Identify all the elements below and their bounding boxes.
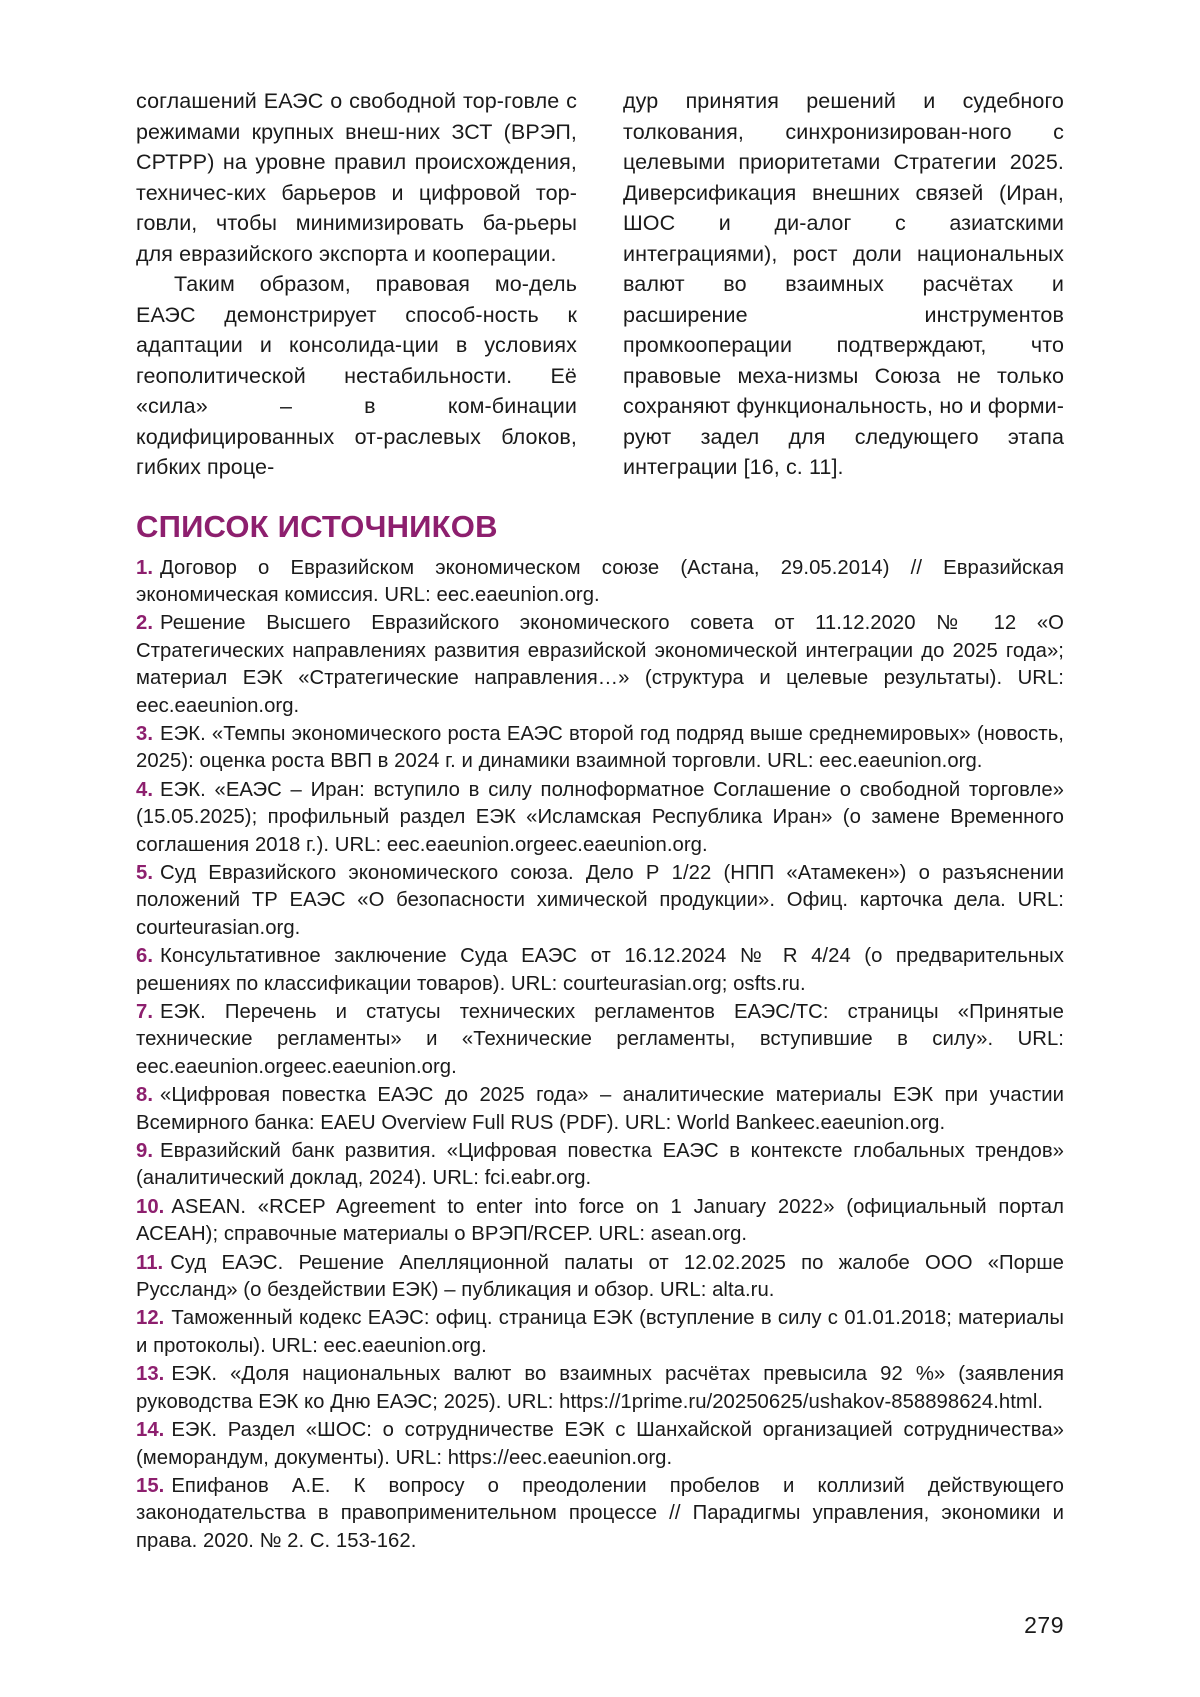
reference-item xyxy=(136,1417,1064,1472)
reference-number: 12. xyxy=(136,1307,165,1330)
reference-number: 15. xyxy=(136,1474,165,1497)
references-heading: СПИСОК ИСТОЧНИКОВ xyxy=(136,508,498,544)
paragraph: Таким образом, правовая мо-дель ЕАЭС демонстрирует способ-ность к адаптации и консолида-ции в условиях геополитической нестабильности. Её «сила» – в ком-бинации кодифицированных от-раслевых блоков, гибких проце- xyxy=(136,272,577,479)
reference-number: 7. xyxy=(136,1001,154,1023)
reference-number: 1. xyxy=(136,556,154,579)
reference-item xyxy=(136,721,1064,776)
reference-number: 6. xyxy=(136,945,154,968)
text-column-right xyxy=(623,86,1064,483)
reference-text: ЕЭК. «ЕАЭС – Иран: вступило в силу полноформатное Соглашение о свободной торговле» (15.05.2025); профильный раздел ЕЭК «Исламская Республика Иран» (о замене Временного соглашения 2018 г.). URL: eec.eaeunion.orgeec.eaeunion.org. xyxy=(136,778,1064,856)
paragraph: соглашений ЕАЭС о свободной тор-говле с режимами крупных внеш-них ЗСТ (ВРЭП, СРТРР) на уровне правил происхождения, техничес-ких барьеров и цифровой тор-говли, чтобы минимизировать ба-рьеры для евразийского экспорта и кооперации. xyxy=(136,89,577,266)
reference-number: 14. xyxy=(136,1419,165,1442)
reference-text: Евразийский банк развития. «Цифровая повестка ЕАЭС в контексте глобальных трендов» (аналитический доклад, 2024). URL: fci.eabr.org. xyxy=(136,1140,1064,1190)
reference-item xyxy=(136,555,1064,610)
reference-number: 3. xyxy=(136,722,154,745)
reference-item xyxy=(136,1250,1064,1305)
reference-text: ЕЭК. «Доля национальных валют во взаимных расчётах превысила 92 %» (заявления руководства ЕЭК ко Дню ЕАЭС; 2025). URL: https://1prime.ru/20250625/ushakov-858898624.html. xyxy=(136,1363,1064,1413)
reference-item xyxy=(136,1194,1064,1249)
reference-item xyxy=(136,1305,1064,1360)
reference-item xyxy=(136,1473,1064,1555)
reference-item xyxy=(136,1361,1064,1416)
reference-text: Консультативное заключение Суда ЕАЭС от 16.12.2024 № R 4/24 (о предварительных решениях по классификации товаров). URL: courteurasian.org; osfts.ru. xyxy=(136,945,1064,995)
text-column-left xyxy=(136,86,577,483)
reference-number: 10. xyxy=(136,1195,165,1218)
two-column-text xyxy=(136,86,1064,483)
reference-number: 13. xyxy=(136,1363,165,1386)
reference-number: 11. xyxy=(136,1251,164,1274)
paragraph: дур принятия решений и судебного толкования, синхронизирован-ного с целевыми приоритетами Стратегии 2025. Диверсификация внешних связей (Иран, ШОС и ди-алог с азиатскими интеграциями), рост доли национальных валют во взаимных расчётах и расширение инструментов промкооперации подтверждают, что правовые меха-низмы Союза не только сохраняют функциональность, но и форми-руют задел для следующего этапа интеграции [16, с. 11]. xyxy=(623,89,1064,479)
reference-text: Решение Высшего Евразийского экономического совета от 11.12.2020 № 12 «О Стратегических направлениях развития евразийской экономической интеграции до 2025 года»; материал ЕЭК «Стратегические направления…» (структура и целевые результаты). URL: eec.eaeunion.org. xyxy=(136,612,1064,717)
reference-text: ЕЭК. «Темпы экономического роста ЕАЭС второй год подряд выше среднемировых» (новость, 2025): оценка роста ВВП в 2024 г. и динамики взаимной торговли. URL: eec.eaeunion.org. xyxy=(136,722,1064,773)
reference-item xyxy=(136,860,1064,942)
reference-item xyxy=(136,777,1064,859)
reference-text: Таможенный кодекс ЕАЭС: офиц. страница ЕЭК (вступление в силу с 01.01.2018; материалы и протоколы). URL: eec.eaeunion.org. xyxy=(136,1307,1064,1357)
reference-item xyxy=(136,1138,1064,1193)
reference-number: 4. xyxy=(136,778,154,801)
reference-text: ЕЭК. Перечень и статусы технических регламентов ЕАЭС/ТС: страницы «Принятые технические регламенты» и «Технические регламенты, вступившие в силу». URL: eec.eaeunion.orgeec.eaeunion.org. xyxy=(136,1001,1064,1078)
reference-text: Суд ЕАЭС. Решение Апелляционной палаты от 12.02.2025 по жалобе ООО «Порше Руссланд» (о бездействии ЕЭК) – публикация и обзор. URL: alta.ru. xyxy=(136,1251,1064,1302)
page-number: 279 xyxy=(1024,1612,1064,1638)
reference-item xyxy=(136,1082,1064,1137)
reference-text: Епифанов А.Е. К вопросу о преодолении пробелов и коллизий действующего законодательства в правоприменительном процессе // Парадигмы управления, экономики и права. 2020. № 2. С. 153-162. xyxy=(136,1474,1064,1552)
reference-text: ЕЭК. Раздел «ШОС: о сотрудничестве ЕЭК с Шанхайской организацией сотрудничества» (меморандум, документы). URL: https://eec.eaeunion.org. xyxy=(136,1419,1064,1469)
reference-number: 5. xyxy=(136,861,154,884)
reference-number: 8. xyxy=(136,1084,154,1107)
reference-text: «Цифровая повестка ЕАЭС до 2025 года» – аналитические материалы ЕЭК при участии Всемирного банка: EAEU Overview Full RUS (PDF). URL: World Bankeec.eaeunion.org. xyxy=(136,1084,1064,1134)
reference-item xyxy=(136,610,1064,720)
reference-text: Суд Евразийского экономического союза. Дело Р 1/22 (НПП «Атамекен») о разъяснении положений ТР ЕАЭС «О безопасности химической продукции». Офиц. карточка дела. URL: courteurasian.org. xyxy=(136,861,1064,939)
reference-number: 2. xyxy=(136,612,154,635)
reference-number: 9. xyxy=(136,1140,154,1163)
reference-item xyxy=(136,943,1064,998)
reference-text: ASEAN. «RCEP Agreement to enter into force on 1 January 2022» (официальный портал АСЕАН); справочные материалы о ВРЭП/RCEP. URL: asean.org. xyxy=(136,1195,1064,1246)
references-list xyxy=(136,555,1064,1556)
reference-text: Договор о Евразийском экономическом союзе (Астана, 29.05.2014) // Евразийская экономическая комиссия. URL: eec.eaeunion.org. xyxy=(136,556,1064,606)
reference-item xyxy=(136,999,1064,1081)
